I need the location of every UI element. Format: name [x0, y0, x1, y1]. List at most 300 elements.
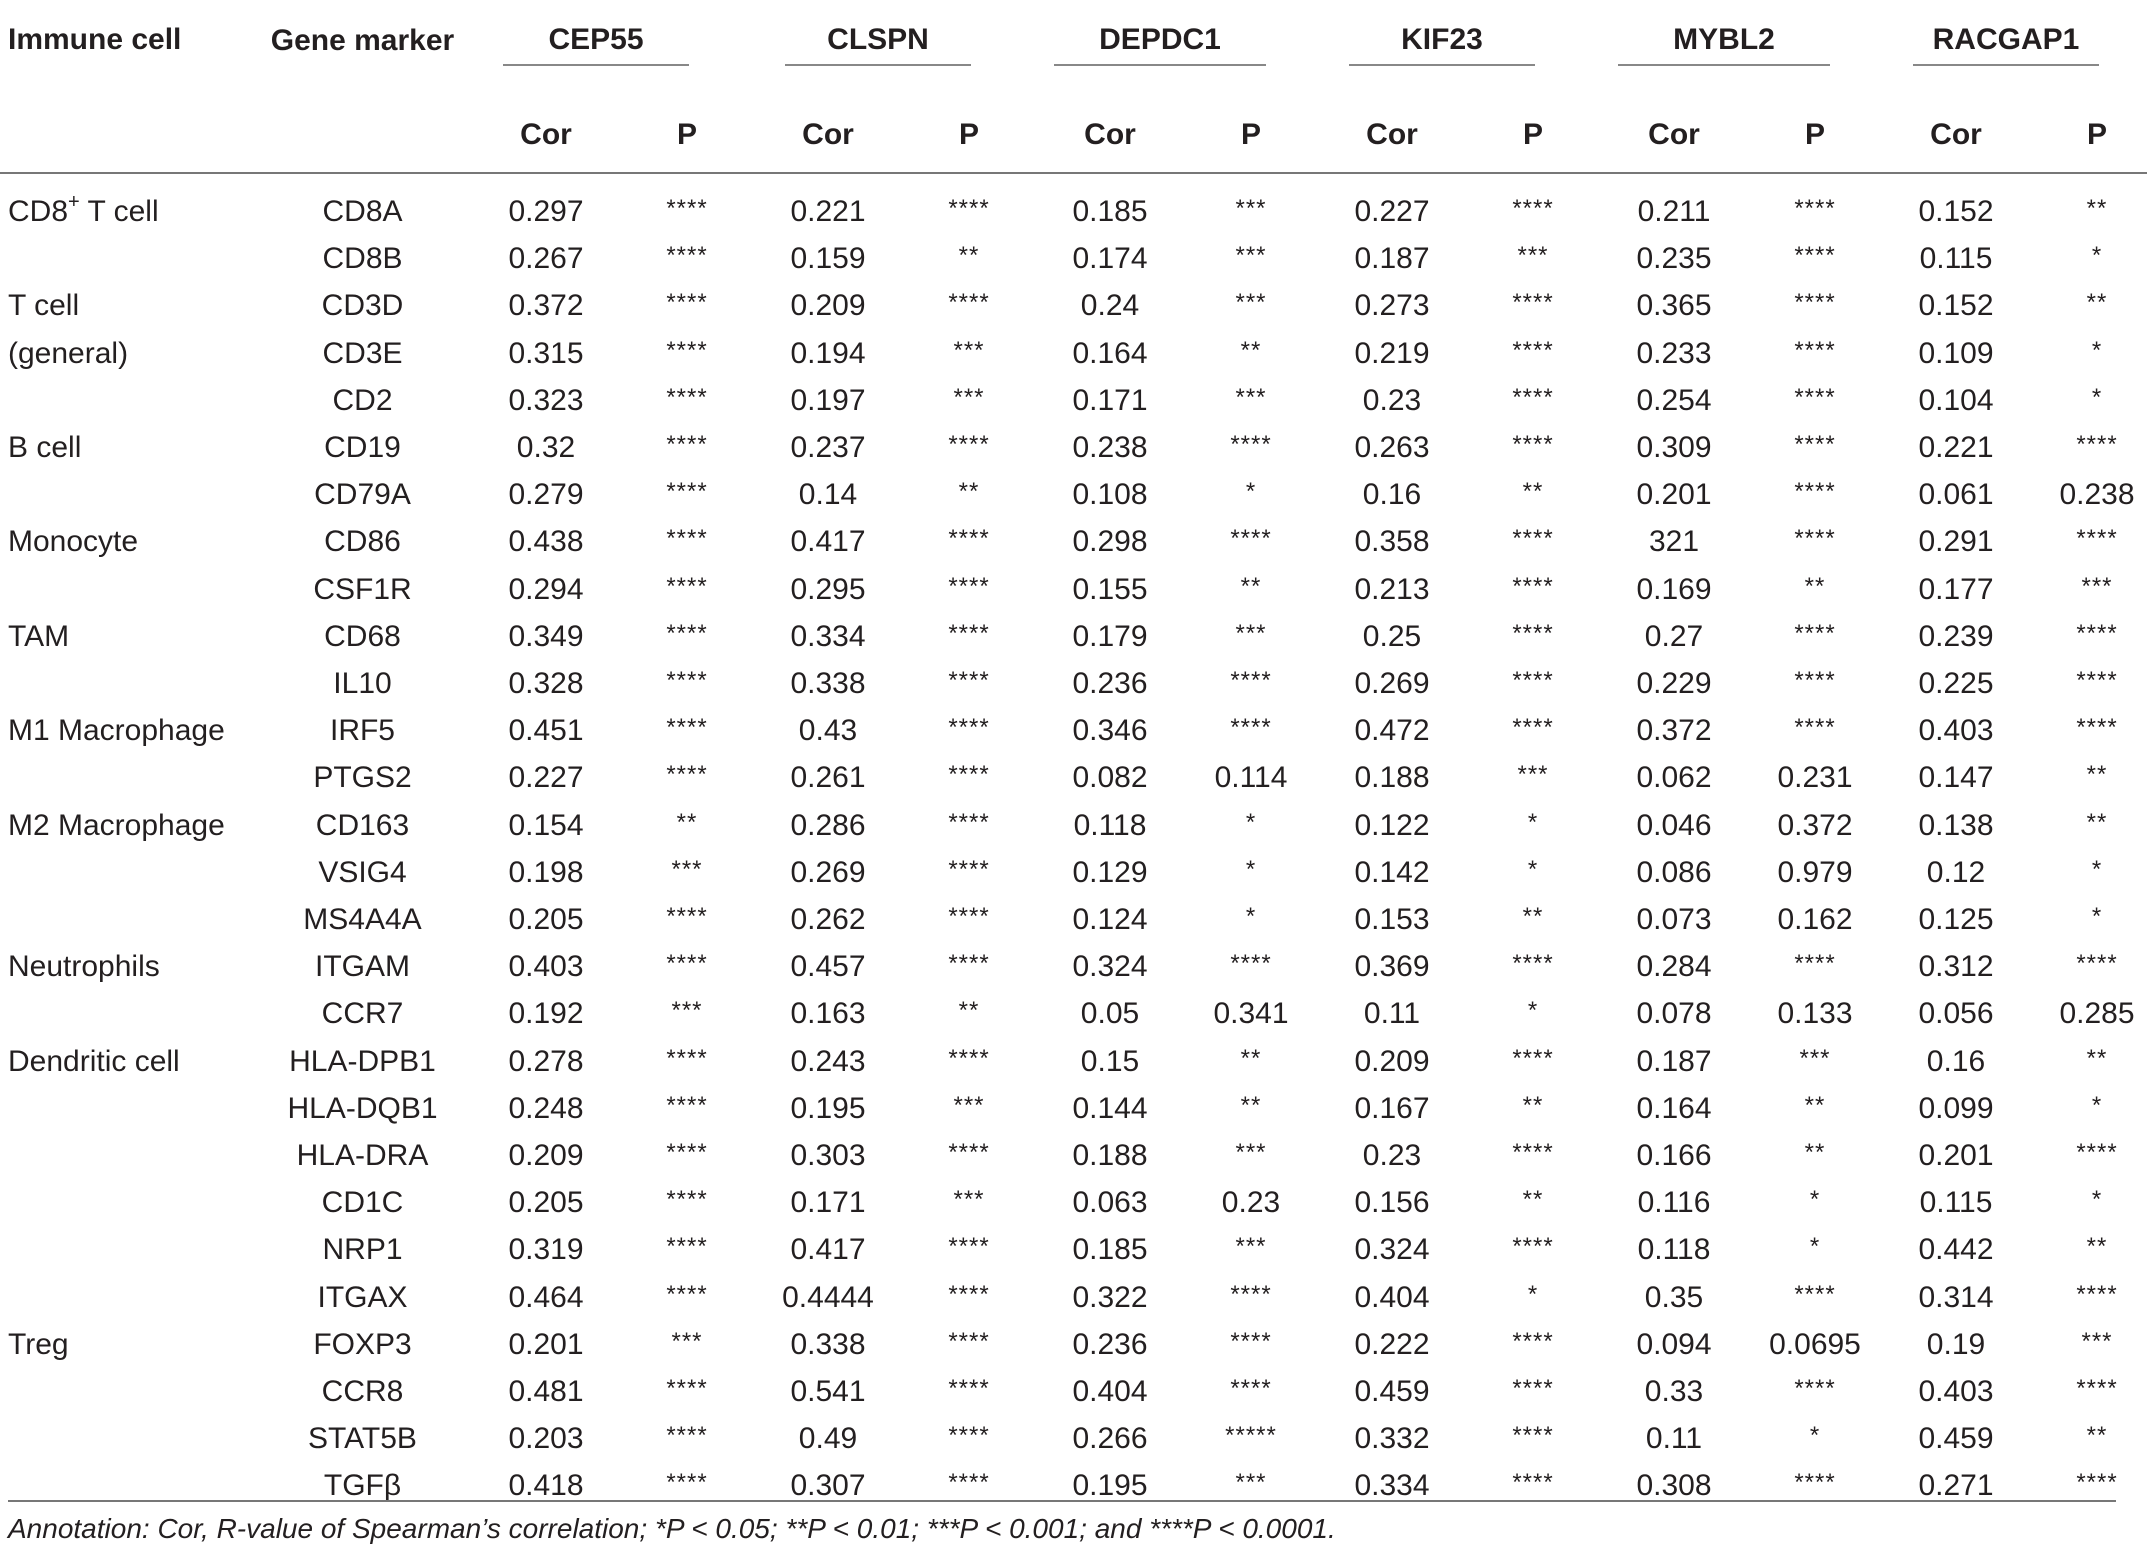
- cor-value: 0.177: [1918, 572, 1994, 606]
- p-value: ****: [666, 525, 708, 553]
- immune-cell-text: Dendritic cell: [8, 1044, 180, 1078]
- cor-value: 0.459: [1354, 1375, 1430, 1409]
- p-value: ****: [948, 619, 990, 647]
- cor-value: 0.27: [1644, 619, 1704, 653]
- p-value: ****: [948, 808, 990, 836]
- header-cor: Cor: [1084, 118, 1136, 151]
- p-value: 0.979: [1777, 855, 1853, 889]
- p-value: ****: [2076, 1139, 2118, 1167]
- p-value: **: [2086, 761, 2108, 789]
- cor-value: 0.271: [1918, 1469, 1994, 1503]
- header-gene-label: RACGAP1: [1913, 22, 2099, 66]
- gene-marker: PTGS2: [313, 761, 412, 795]
- p-value: ***: [1517, 761, 1549, 789]
- p-value: ****: [1230, 1280, 1272, 1308]
- immune-cell-label: [0, 707, 270, 754]
- p-value: 0.133: [1777, 997, 1853, 1031]
- cor-value: 0.194: [790, 336, 866, 370]
- table-row: [0, 1321, 2147, 1368]
- cor-value: 0.263: [1354, 431, 1430, 465]
- p-value: *: [2091, 336, 2103, 364]
- p-value: ****: [666, 1280, 708, 1308]
- immune-cell-text: M1 Macrophage: [8, 714, 225, 748]
- immune-cell-label: [0, 377, 270, 424]
- p-value: **: [2086, 195, 2108, 222]
- cor-value: 0.322: [1072, 1280, 1148, 1314]
- header-gene-marker: Gene marker: [270, 24, 455, 57]
- table-row: [0, 943, 2147, 990]
- gene-marker: MS4A4A: [303, 903, 422, 937]
- p-value: ****: [1512, 525, 1554, 553]
- p-value: *: [2091, 855, 2103, 883]
- p-value: **: [2086, 1422, 2108, 1450]
- p-value: ****: [2076, 1375, 2118, 1403]
- cor-value: 0.464: [508, 1280, 584, 1314]
- gene-marker: CD86: [324, 525, 401, 559]
- cor-value: 0.109: [1918, 336, 1994, 370]
- p-value: 0.23: [1221, 1186, 1281, 1220]
- table-row: [0, 707, 2147, 754]
- p-value: ****: [948, 667, 990, 695]
- p-value: **: [2086, 808, 2108, 836]
- p-value: ****: [666, 1233, 708, 1261]
- cor-value: 0.312: [1918, 950, 1994, 984]
- cor-value: 0.147: [1918, 761, 1994, 795]
- p-value: ****: [666, 242, 708, 270]
- cor-value: 0.451: [508, 714, 584, 748]
- cor-value: 0.11: [1645, 1422, 1703, 1456]
- table-row: [0, 1132, 2147, 1179]
- cor-value: 0.262: [790, 903, 866, 937]
- gene-marker: CD8B: [322, 242, 403, 276]
- immune-cell-label: [0, 235, 270, 282]
- gene-marker: TGFβ: [323, 1469, 402, 1503]
- cor-value: 0.187: [1354, 242, 1430, 276]
- p-value: ****: [666, 1422, 708, 1450]
- p-value: ***: [1235, 1139, 1267, 1167]
- immune-cell-label: [0, 282, 270, 329]
- cor-value: 0.267: [508, 242, 584, 276]
- cor-value: 0.279: [508, 478, 584, 512]
- table-row: [0, 802, 2147, 849]
- p-value: ***: [1517, 242, 1549, 270]
- cor-value: 0.11: [1363, 997, 1421, 1031]
- p-value: ***: [1235, 242, 1267, 270]
- gene-marker: CSF1R: [313, 572, 412, 606]
- p-value: *: [2091, 1091, 2103, 1119]
- p-value: ****: [1794, 289, 1836, 317]
- p-value: ***: [953, 1186, 985, 1214]
- immune-cell-label: [0, 1179, 270, 1226]
- p-value: 0.372: [1777, 808, 1853, 842]
- gene-marker: NRP1: [322, 1233, 403, 1267]
- p-value: ****: [666, 667, 708, 695]
- cor-value: 0.43: [798, 714, 858, 748]
- p-value: 0.238: [2059, 478, 2135, 512]
- header-gene-depdc1: [1019, 0, 1301, 98]
- p-value: ***: [953, 383, 985, 411]
- p-value: ****: [1794, 195, 1836, 222]
- p-value: ****: [1794, 619, 1836, 647]
- p-value: ****: [2076, 714, 2118, 742]
- immune-cell-text: B cell: [8, 431, 82, 465]
- p-value: 0.341: [1213, 997, 1289, 1031]
- p-value: ****: [1512, 1422, 1554, 1450]
- immune-cell-text: Neutrophils: [8, 950, 160, 984]
- p-value: ****: [948, 950, 990, 978]
- cor-value: 0.32: [516, 431, 576, 465]
- cor-value: 0.438: [508, 525, 584, 559]
- p-value: ***: [671, 855, 703, 883]
- p-value: ****: [1794, 1375, 1836, 1403]
- cor-value: 0.227: [508, 761, 584, 795]
- cor-value: 0.338: [790, 667, 866, 701]
- p-value: ****: [948, 1375, 990, 1403]
- cor-value: 0.188: [1072, 1139, 1148, 1173]
- cor-value: 0.163: [790, 997, 866, 1031]
- p-value: **: [1804, 1139, 1826, 1167]
- header-gene-clspn: [737, 0, 1019, 98]
- p-value: *: [1809, 1186, 1821, 1214]
- immune-cell-superscript: +: [68, 191, 80, 213]
- table-row: [0, 282, 2147, 329]
- cor-value: 0.118: [1073, 808, 1147, 842]
- p-value: *: [1245, 808, 1257, 836]
- gene-marker: HLA-DPB1: [289, 1044, 436, 1078]
- p-value: ***: [671, 1327, 703, 1355]
- p-value: ****: [666, 619, 708, 647]
- p-value: *: [2091, 383, 2103, 411]
- p-value: ***: [1235, 195, 1267, 222]
- p-value: 0.285: [2059, 997, 2135, 1031]
- immune-cell-label: [0, 1274, 270, 1321]
- cor-value: 0.49: [798, 1422, 858, 1456]
- cor-value: 0.185: [1072, 1233, 1148, 1267]
- immune-cell-text: Treg: [8, 1327, 69, 1361]
- gene-marker: CCR7: [321, 997, 404, 1031]
- immune-cell-label: [0, 896, 270, 943]
- header-row-genes: [0, 0, 2147, 98]
- p-value: ****: [1794, 950, 1836, 978]
- table-body: [0, 173, 2147, 1510]
- gene-marker: VSIG4: [318, 855, 407, 889]
- cor-value: 0.197: [790, 383, 866, 417]
- cor-value: 0.403: [1918, 1375, 1994, 1409]
- table-row: [0, 235, 2147, 282]
- cor-value: 0.308: [1636, 1469, 1712, 1503]
- p-value: ****: [666, 478, 708, 506]
- cor-value: 0.404: [1072, 1375, 1148, 1409]
- immune-cell-suffix: T cell: [79, 195, 159, 228]
- cor-value: 0.05: [1080, 997, 1140, 1031]
- cor-value: 0.4444: [782, 1280, 874, 1314]
- cor-value: 0.179: [1072, 619, 1148, 653]
- p-value: *: [1527, 997, 1539, 1025]
- p-value: ****: [666, 1375, 708, 1403]
- immune-cell-label: [0, 660, 270, 707]
- p-value: ****: [666, 336, 708, 364]
- p-value: *: [1245, 903, 1257, 931]
- table-row: [0, 754, 2147, 801]
- p-value: ****: [1794, 242, 1836, 270]
- table-bottom-rule: [8, 1500, 2116, 1502]
- table-row: [0, 613, 2147, 660]
- cor-value: 0.062: [1636, 761, 1712, 795]
- cor-value: 0.164: [1636, 1091, 1712, 1125]
- p-value: ****: [666, 950, 708, 978]
- gene-marker: CD3D: [321, 289, 404, 323]
- cor-value: 0.269: [790, 855, 866, 889]
- header-gene-racgap1: [1865, 0, 2147, 98]
- p-value: ****: [948, 195, 990, 222]
- header-gene-label: DEPDC1: [1054, 22, 1266, 66]
- table-annotation: Annotation: Cor, R-value of Spearman’s correlation; *P < 0.05; **P < 0.01; ***P < 0.001; and ****P < 0.0001.: [8, 1513, 1336, 1544]
- p-value: ****: [1230, 950, 1272, 978]
- p-value: **: [1240, 1091, 1262, 1119]
- cor-value: 0.372: [1636, 714, 1712, 748]
- cor-value: 0.365: [1636, 289, 1712, 323]
- cor-value: 0.278: [508, 1044, 584, 1078]
- p-value: *: [2091, 903, 2103, 931]
- p-value: *: [1527, 808, 1539, 836]
- cor-value: 0.349: [508, 619, 584, 653]
- p-value: ****: [1512, 289, 1554, 317]
- cor-value: 0.23: [1362, 1139, 1422, 1173]
- cor-value: 0.227: [1354, 195, 1430, 228]
- header-row-cor-p: [0, 98, 2147, 173]
- immune-cell-label: [0, 1038, 270, 1085]
- p-value: ****: [1794, 525, 1836, 553]
- cor-value: 0.201: [1636, 478, 1712, 512]
- p-value: *****: [1225, 1422, 1277, 1450]
- cor-value: 0.369: [1354, 950, 1430, 984]
- p-value: ****: [2076, 431, 2118, 459]
- immune-cell-text: (general): [8, 336, 129, 370]
- p-value: ****: [1512, 336, 1554, 364]
- p-value: ****: [948, 431, 990, 459]
- p-value: ****: [2076, 1469, 2118, 1497]
- header-p: P: [676, 118, 697, 151]
- cor-value: 0.358: [1354, 525, 1430, 559]
- p-value: ****: [1794, 478, 1836, 506]
- cor-value: 0.094: [1636, 1327, 1712, 1361]
- p-value: ****: [1512, 1469, 1554, 1497]
- p-value: ****: [1230, 714, 1272, 742]
- table-row: [0, 660, 2147, 707]
- header-spacer: [270, 98, 455, 173]
- p-value: ***: [1799, 1044, 1831, 1072]
- p-value: ****: [666, 383, 708, 411]
- gene-marker: CCR8: [321, 1375, 404, 1409]
- cor-value: 0.254: [1636, 383, 1712, 417]
- cor-value: 0.167: [1354, 1091, 1430, 1125]
- cor-value: 0.209: [790, 289, 866, 323]
- cor-value: 0.221: [790, 195, 866, 228]
- cor-value: 0.124: [1072, 903, 1148, 937]
- immune-cell-label: [0, 1321, 270, 1368]
- p-value: ****: [1230, 1327, 1272, 1355]
- table-row: [0, 990, 2147, 1037]
- table-row: [0, 1226, 2147, 1273]
- p-value: ****: [1794, 336, 1836, 364]
- p-value: ****: [1512, 667, 1554, 695]
- cor-value: 0.35: [1644, 1280, 1704, 1314]
- p-value: **: [1522, 903, 1544, 931]
- cor-value: 0.195: [1072, 1469, 1148, 1503]
- p-value: ****: [1512, 1044, 1554, 1072]
- table-row: [0, 1179, 2147, 1226]
- cor-value: 0.166: [1636, 1139, 1712, 1173]
- cor-value: 0.298: [1072, 525, 1148, 559]
- p-value: ***: [2081, 1327, 2113, 1355]
- cor-value: 0.261: [790, 761, 866, 795]
- p-value: **: [1804, 1091, 1826, 1119]
- cor-value: 0.122: [1354, 808, 1430, 842]
- cor-value: 0.171: [790, 1186, 866, 1220]
- cor-value: 0.334: [1354, 1469, 1430, 1503]
- header-gene-label: CEP55: [503, 22, 689, 66]
- gene-marker: CD68: [324, 619, 401, 653]
- cor-value: 0.24: [1080, 289, 1140, 323]
- table-row: [0, 330, 2147, 377]
- cor-value: 0.236: [1072, 667, 1148, 701]
- p-value: ****: [666, 1091, 708, 1119]
- cor-value: 0.171: [1072, 383, 1148, 417]
- p-value: ****: [948, 1422, 990, 1450]
- cor-value: 0.294: [508, 572, 584, 606]
- table-row: [0, 849, 2147, 896]
- p-value: **: [676, 808, 698, 836]
- cor-value: 0.115: [1919, 242, 1993, 276]
- immune-cell-text: T cell: [8, 289, 80, 323]
- cor-value: 0.309: [1636, 431, 1712, 465]
- cor-value: 0.188: [1354, 761, 1430, 795]
- cor-value: 0.144: [1072, 1091, 1148, 1125]
- p-value: **: [2086, 1044, 2108, 1072]
- p-value: ****: [1512, 572, 1554, 600]
- header-p: P: [958, 118, 979, 151]
- gene-marker: ITGAM: [315, 950, 410, 984]
- immune-cell-text: TAM: [8, 619, 70, 653]
- cor-value: 0.154: [508, 808, 584, 842]
- cor-value: 0.099: [1918, 1091, 1994, 1125]
- p-value: ****: [948, 1469, 990, 1497]
- p-value: *: [1245, 478, 1257, 506]
- header-gene-label: KIF23: [1349, 22, 1535, 66]
- cor-value: 0.229: [1636, 667, 1712, 701]
- p-value: ****: [1794, 667, 1836, 695]
- cor-value: 0.209: [508, 1139, 584, 1173]
- cor-value: 0.16: [1926, 1044, 1986, 1078]
- p-value: ****: [666, 1044, 708, 1072]
- p-value: ****: [2076, 619, 2118, 647]
- cor-value: 0.046: [1636, 808, 1712, 842]
- cor-value: 321: [1648, 525, 1700, 559]
- p-value: **: [958, 242, 980, 270]
- immune-cell-label: [0, 424, 270, 471]
- p-value: ****: [948, 1327, 990, 1355]
- p-value: ****: [1230, 1375, 1272, 1403]
- cor-value: 0.078: [1636, 997, 1712, 1031]
- table-row: [0, 1462, 2147, 1509]
- cor-value: 0.273: [1354, 289, 1430, 323]
- p-value: **: [1522, 1091, 1544, 1119]
- p-value: ****: [1512, 431, 1554, 459]
- gene-marker: CD8A: [322, 195, 403, 228]
- p-value: ****: [1512, 1139, 1554, 1167]
- cor-value: 0.417: [790, 1233, 866, 1267]
- table-row: [0, 896, 2147, 943]
- p-value: **: [1522, 478, 1544, 506]
- gene-marker: CD2: [332, 383, 393, 417]
- p-value: ****: [1512, 619, 1554, 647]
- p-value: *: [1245, 855, 1257, 883]
- table-row: [0, 1085, 2147, 1132]
- cor-value: 0.248: [508, 1091, 584, 1125]
- cor-value: 0.303: [790, 1139, 866, 1173]
- cor-value: 0.104: [1918, 383, 1994, 417]
- p-value: ****: [666, 1469, 708, 1497]
- cor-value: 0.205: [508, 903, 584, 937]
- cor-value: 0.213: [1354, 572, 1430, 606]
- p-value: ****: [948, 1233, 990, 1261]
- p-value: ****: [666, 1139, 708, 1167]
- gene-marker: CD1C: [321, 1186, 404, 1220]
- p-value: ****: [1512, 1375, 1554, 1403]
- cor-value: 0.152: [1918, 289, 1994, 323]
- cor-value: 0.346: [1072, 714, 1148, 748]
- immune-cell-label: [0, 990, 270, 1037]
- p-value: *: [1527, 855, 1539, 883]
- p-value: *: [2091, 1186, 2103, 1214]
- cor-value: 0.201: [1918, 1139, 1994, 1173]
- p-value: ***: [671, 997, 703, 1025]
- cor-value: 0.324: [1072, 950, 1148, 984]
- p-value: **: [2086, 289, 2108, 317]
- cor-value: 0.174: [1072, 242, 1148, 276]
- cor-value: 0.061: [1918, 478, 1994, 512]
- header-gene-label: MYBL2: [1618, 22, 1830, 66]
- p-value: *: [1809, 1422, 1821, 1450]
- immune-cell-text: Monocyte: [8, 525, 139, 559]
- p-value: ****: [666, 1186, 708, 1214]
- cor-value: 0.115: [1919, 1186, 1993, 1220]
- p-value: ****: [1512, 1327, 1554, 1355]
- cor-value: 0.192: [508, 997, 584, 1031]
- cor-value: 0.169: [1636, 572, 1712, 606]
- p-value: ***: [953, 336, 985, 364]
- cor-value: 0.211: [1637, 195, 1711, 228]
- cor-value: 0.225: [1918, 667, 1994, 701]
- p-value: ****: [666, 761, 708, 789]
- p-value: ****: [666, 289, 708, 317]
- header-cor: Cor: [1930, 118, 1982, 151]
- immune-cell-label: [0, 1132, 270, 1179]
- p-value: ****: [948, 1280, 990, 1308]
- p-value: ****: [666, 903, 708, 931]
- p-value: ****: [1512, 950, 1554, 978]
- cor-value: 0.338: [790, 1327, 866, 1361]
- p-value: ***: [1235, 383, 1267, 411]
- p-value: ****: [1230, 525, 1272, 553]
- cor-value: 0.295: [790, 572, 866, 606]
- immune-cell-label: [0, 1085, 270, 1132]
- cor-value: 0.233: [1636, 336, 1712, 370]
- cor-value: 0.297: [508, 195, 584, 228]
- gene-marker: CD19: [324, 431, 401, 465]
- p-value: ****: [1794, 431, 1836, 459]
- p-value: ****: [948, 903, 990, 931]
